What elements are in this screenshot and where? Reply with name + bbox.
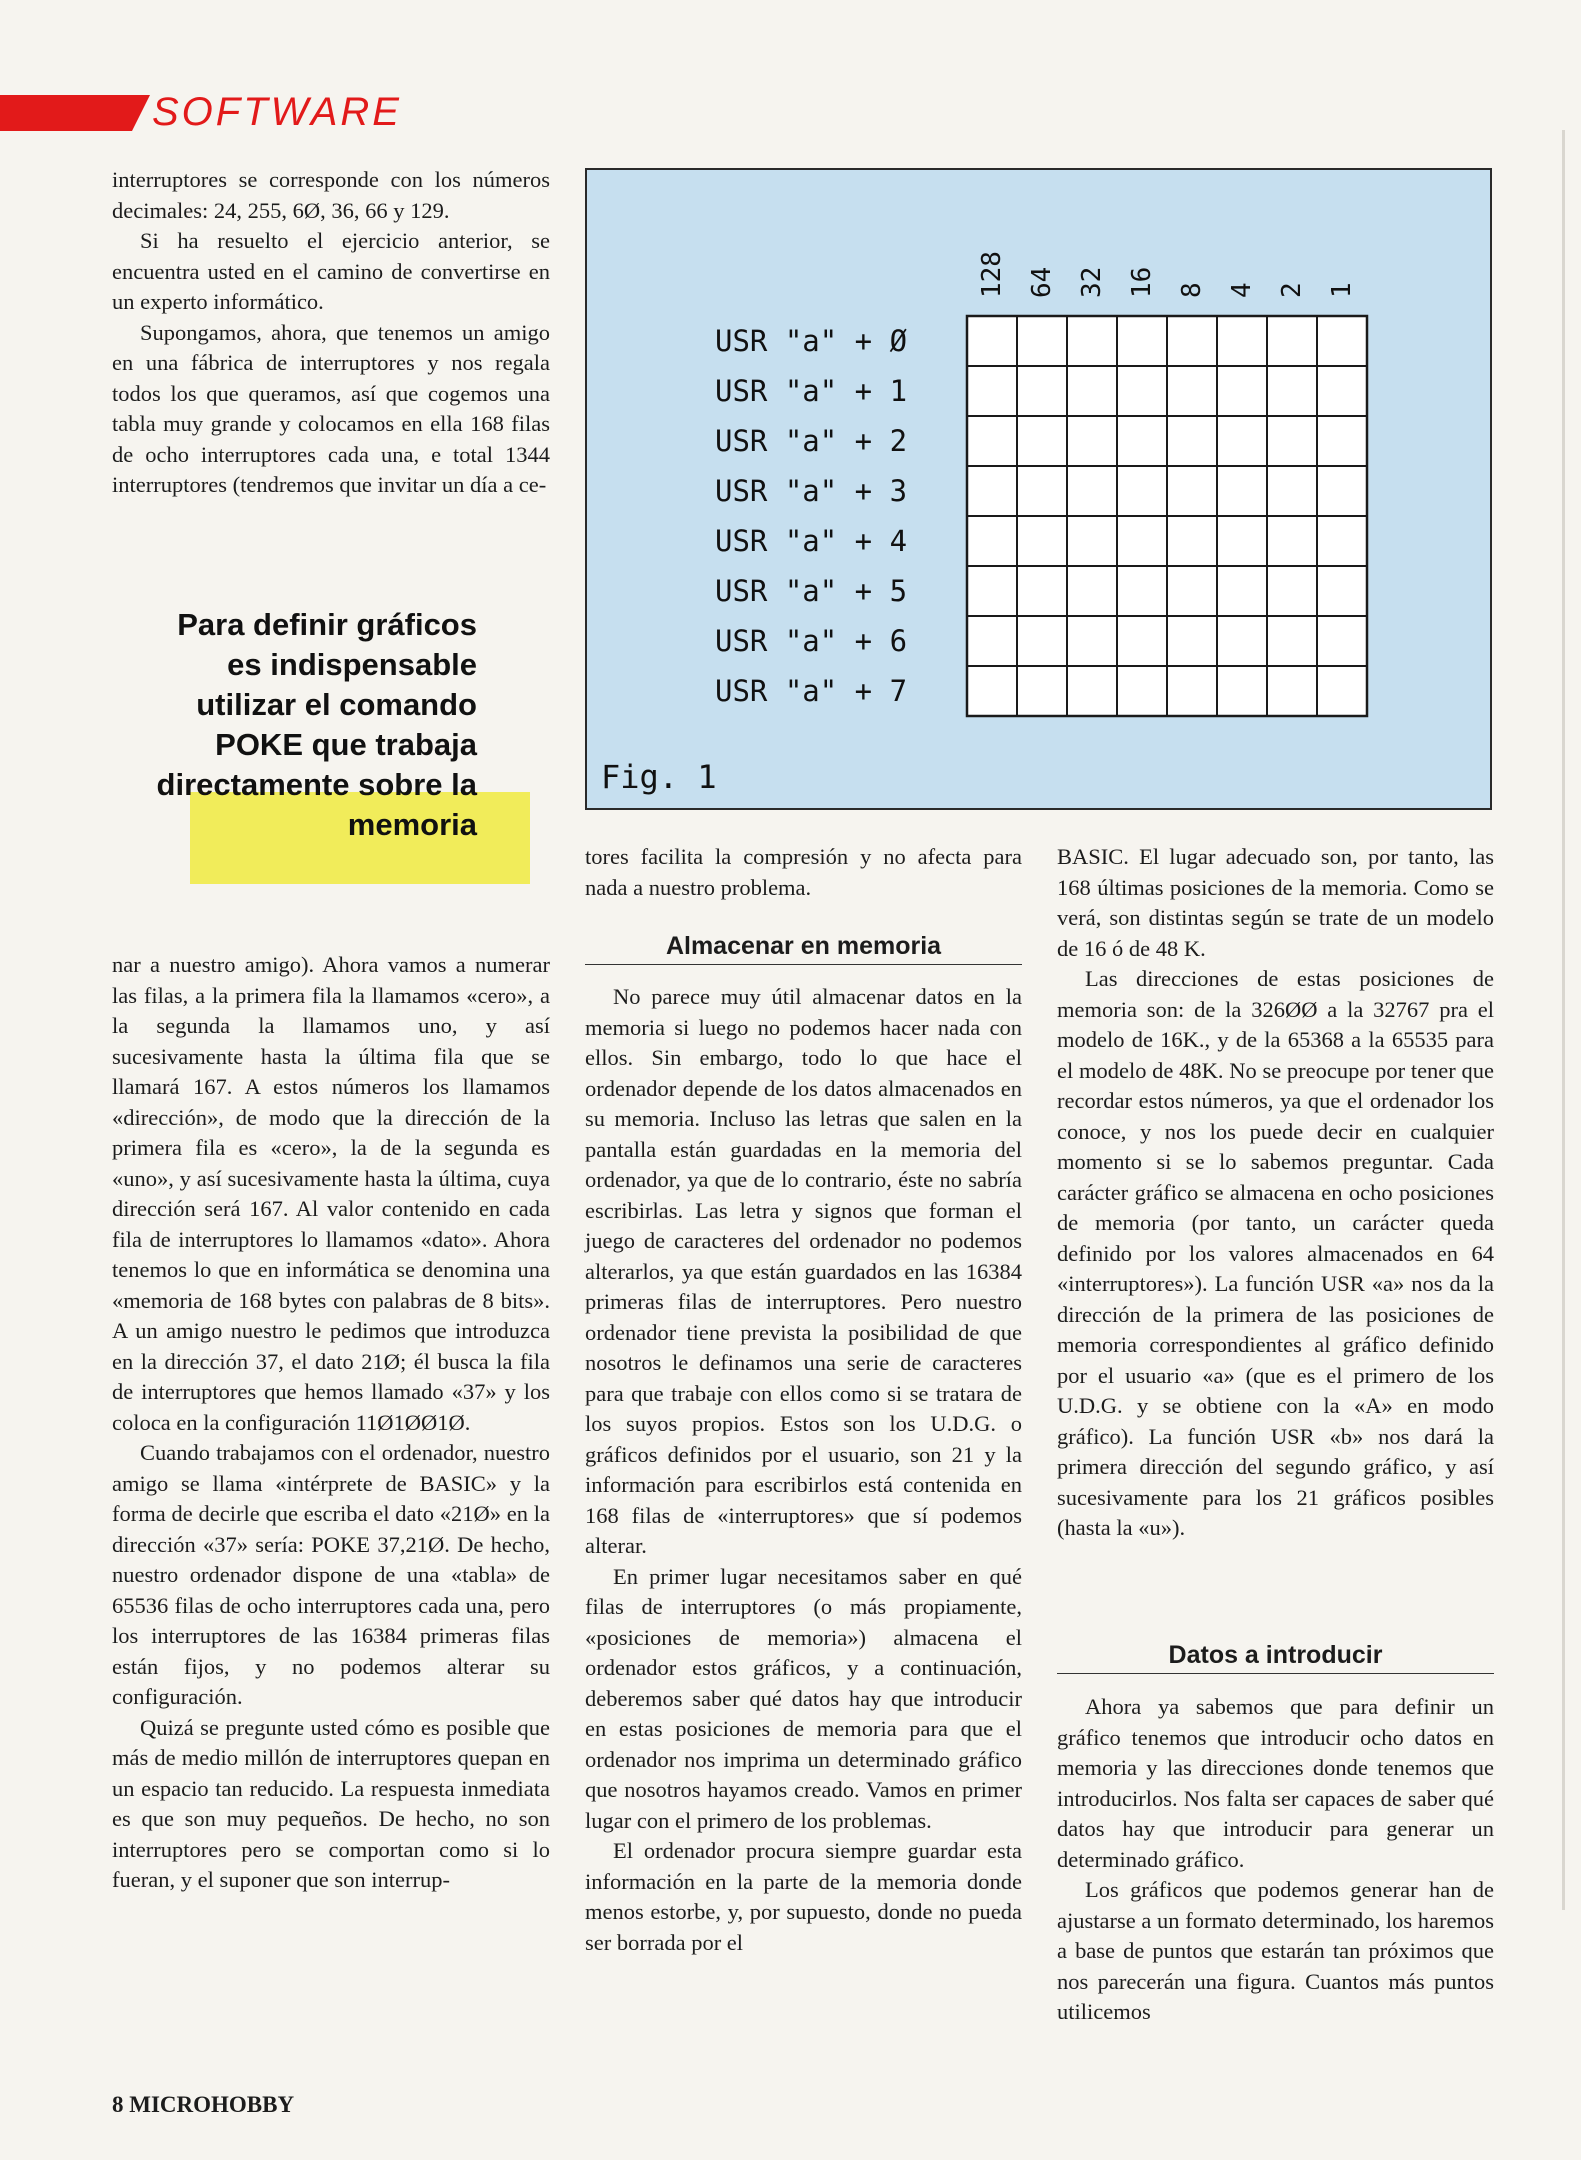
- bit-weight-label: 16: [1127, 266, 1157, 298]
- paragraph: Los gráficos que podemos generar han de ajustarse a un formato determinado, los haremos a base de puntos que estarán tan próximos que nos parecerán una figura. Cuantos más puntos utilicemos: [1057, 1877, 1494, 2024]
- paragraph: Supongamos, ahora, que tenemos un amigo en una fábrica de interruptores y nos regala todos los que queramos, así que cogemos una tabla muy grande y colocamos en ella 168 filas de ocho interruptores cada una, e total 1344 interruptores (tendremos que invitar un día a ce-: [112, 319, 550, 497]
- row-address-label: USR "a" + 5: [715, 574, 908, 608]
- row-address-label: USR "a" + 6: [715, 624, 908, 658]
- figure-1-box: [585, 168, 1492, 810]
- column-1-top: [112, 165, 550, 501]
- paragraph: Quizá se pregunte usted cómo es posible que más de medio millón de interruptores quepan en un espacio tan reducido. La respuesta inmediata es que son muy pequeños. De hecho, no son interruptores pero se comportan como si lo fueran, y el suponer que son interrup-: [112, 1714, 550, 1892]
- paragraph: BASIC. El lugar adecuado son, por tanto, las 168 últimas posiciones de la memoria. Como se verá, son distintas según se trate de un modelo de 16 ó de 48 K.: [1057, 844, 1494, 961]
- bit-weight-label: 4: [1227, 282, 1257, 298]
- section-heading: Datos a introducir: [1057, 1641, 1494, 1674]
- udg-grid-diagram: [587, 170, 1490, 808]
- row-address-label: USR "a" + 7: [715, 674, 908, 708]
- paragraph: Si ha resuelto el ejercicio anterior, se encuentra usted en el camino de convertirse en un experto informático.: [112, 228, 550, 314]
- pull-quote: [112, 605, 477, 845]
- paragraph: El ordenador procura siempre guardar esta información en la parte de la memoria donde menos estorbe, y, por supuesto, donde no pueda ser borrada por el: [585, 1838, 1022, 1955]
- pull-quote-line: utilizar el comando: [196, 687, 477, 722]
- bit-weight-label: 64: [1027, 266, 1057, 298]
- column-2-body: [585, 982, 1022, 1958]
- bit-weight-label: 128: [977, 251, 1007, 298]
- pull-quote-line: memoria: [347, 807, 477, 842]
- section-heading: Almacenar en memoria: [585, 932, 1022, 965]
- paragraph: Cuando trabajamos con el ordenador, nuestro amigo se llama «intérprete de BASIC» y la forma de decirle que escriba el dato «21Ø» en la dirección «37» sería: POKE 37,21Ø. De hecho, nuestro ordenador dispone de una «tabla» de 65536 filas de ocho interruptores cada una, pero los interruptores de las 16384 primeras filas están fijos, y no podemos alterar su configuración.: [112, 1440, 550, 1709]
- column-3-top: [1057, 842, 1494, 1544]
- column-3-body: [1057, 1692, 1494, 2028]
- page-edge-line: [1562, 130, 1565, 1910]
- section-color-bar: [0, 95, 150, 131]
- row-address-label: USR "a" + 4: [715, 524, 908, 558]
- paragraph: nar a nuestro amigo). Ahora vamos a numerar las filas, a la primera fila la llamamos «cero», a la segunda la llamamos uno, y así sucesivamente hasta la última fila que se llamará 167. A estos números los llamamos «dirección», de modo que la dirección de la primera fila es «cero», la de la segunda es «uno», y así sucesivamente hasta la última, cuya dirección será 167. Al valor contenido en cada fila de interruptores lo llamamos «dato». Ahora tenemos lo que en informática se denomina una «memoria de 168 bytes con palabras de 8 bits». A un amigo nuestro le pedimos que introduzca en la dirección 37, el dato 21Ø; él busca la fila de interruptores que hemos llamado «37» y los coloca en la configuración 11Ø1ØØ1Ø.: [112, 952, 550, 1435]
- pull-quote-line: es indispensable: [227, 647, 477, 682]
- bit-weight-label: 8: [1177, 282, 1207, 298]
- bit-weight-label: 32: [1077, 266, 1107, 298]
- paragraph: Las direcciones de estas posiciones de memoria son: de la 326ØØ a la 32767 pra el modelo de 16K., y de la 65368 a la 65535 para el modelo de 48K. No se preocupe por tener que recordar estos números, ya que el ordenador los conoce, y nos los puede decir en cualquier momento si se lo sabemos preguntar. Cada carácter gráfico se almacena en ocho posiciones de memoria (por tanto, un carácter queda definido por los valores almacenados en 64 «interruptores»). La función USR «a» nos da la dirección de la primera de las posiciones de memoria correspondientes al gráfico definido por el usuario «a» (que es el primero de los U.D.G. y se obtiene con la «A» en modo gráfico). La función USR «b» nos dará la primera dirección del segundo gráfico, y así sucesivamente para los 21 gráficos posibles (hasta la «u»).: [1057, 966, 1494, 1540]
- row-address-label: USR "a" + 1: [715, 374, 908, 408]
- pull-quote-line: Para definir gráficos: [177, 607, 477, 642]
- paragraph: No parece muy útil almacenar datos en la memoria si luego no podemos hacer nada con ellos. Sin embargo, todo lo que hace el ordenador depende de los datos almacenados en su memoria. Incluso las letras que salen en la pantalla están guardadas en la memoria del ordenador, ya que de lo contrario, éste no sabría escribirlas. Las letra y signos que forman el juego de caracteres del ordenador no podemos alterarlos, ya que están guardados en las 16384 primeras filas de interruptores. Pero nuestro ordenador tiene prevista la posibilidad de que nosotros le definamos una serie de caracteres para que trabaje con ellos como si se tratara de los suyos propios. Estos son los U.D.G. o gráficos definidos por el usuario, son 21 y la información para escribirlos está contenida en 168 filas de «interruptores» que sí podemos alterar.: [585, 984, 1022, 1558]
- pull-quote-line: directamente sobre la: [156, 767, 477, 802]
- paragraph: interruptores se corresponde con los números decimales: 24, 255, 6Ø, 36, 66 y 129.: [112, 167, 550, 223]
- section-title: SOFTWARE: [152, 90, 402, 134]
- column-1-bottom: [112, 950, 550, 1896]
- bit-weight-label: 2: [1277, 282, 1307, 298]
- paragraph: tores facilita la compresión y no afecta para nada a nuestro problema.: [585, 844, 1022, 900]
- row-address-label: USR "a" + Ø: [715, 324, 908, 358]
- page-footer: 8 MICROHOBBY: [112, 2092, 295, 2117]
- pull-quote-line: POKE que trabaja: [215, 727, 477, 762]
- row-address-label: USR "a" + 2: [715, 424, 908, 458]
- bit-weight-label: 1: [1327, 282, 1357, 298]
- paragraph: Ahora ya sabemos que para definir un gráfico tenemos que introducir ocho datos en memoria y las direcciones donde tenemos que introducirlos. Nos falta ser capaces de saber qué datos hay que introducir para generar un determinado gráfico.: [1057, 1694, 1494, 1872]
- row-address-label: USR "a" + 3: [715, 474, 908, 508]
- figure-caption: Fig. 1: [601, 758, 717, 796]
- paragraph: En primer lugar necesitamos saber en qué filas de interruptores (o más propiamente, «posiciones de memoria») almacena el ordenador estos gráficos, y a continuación, deberemos saber qué datos hay que introducir en estas posiciones de memoria para que el ordenador nos imprima un determinado gráfico que nosotros hayamos creado. Vamos en primer lugar con el primero de los problemas.: [585, 1563, 1022, 1833]
- column-2-top: [585, 842, 1022, 903]
